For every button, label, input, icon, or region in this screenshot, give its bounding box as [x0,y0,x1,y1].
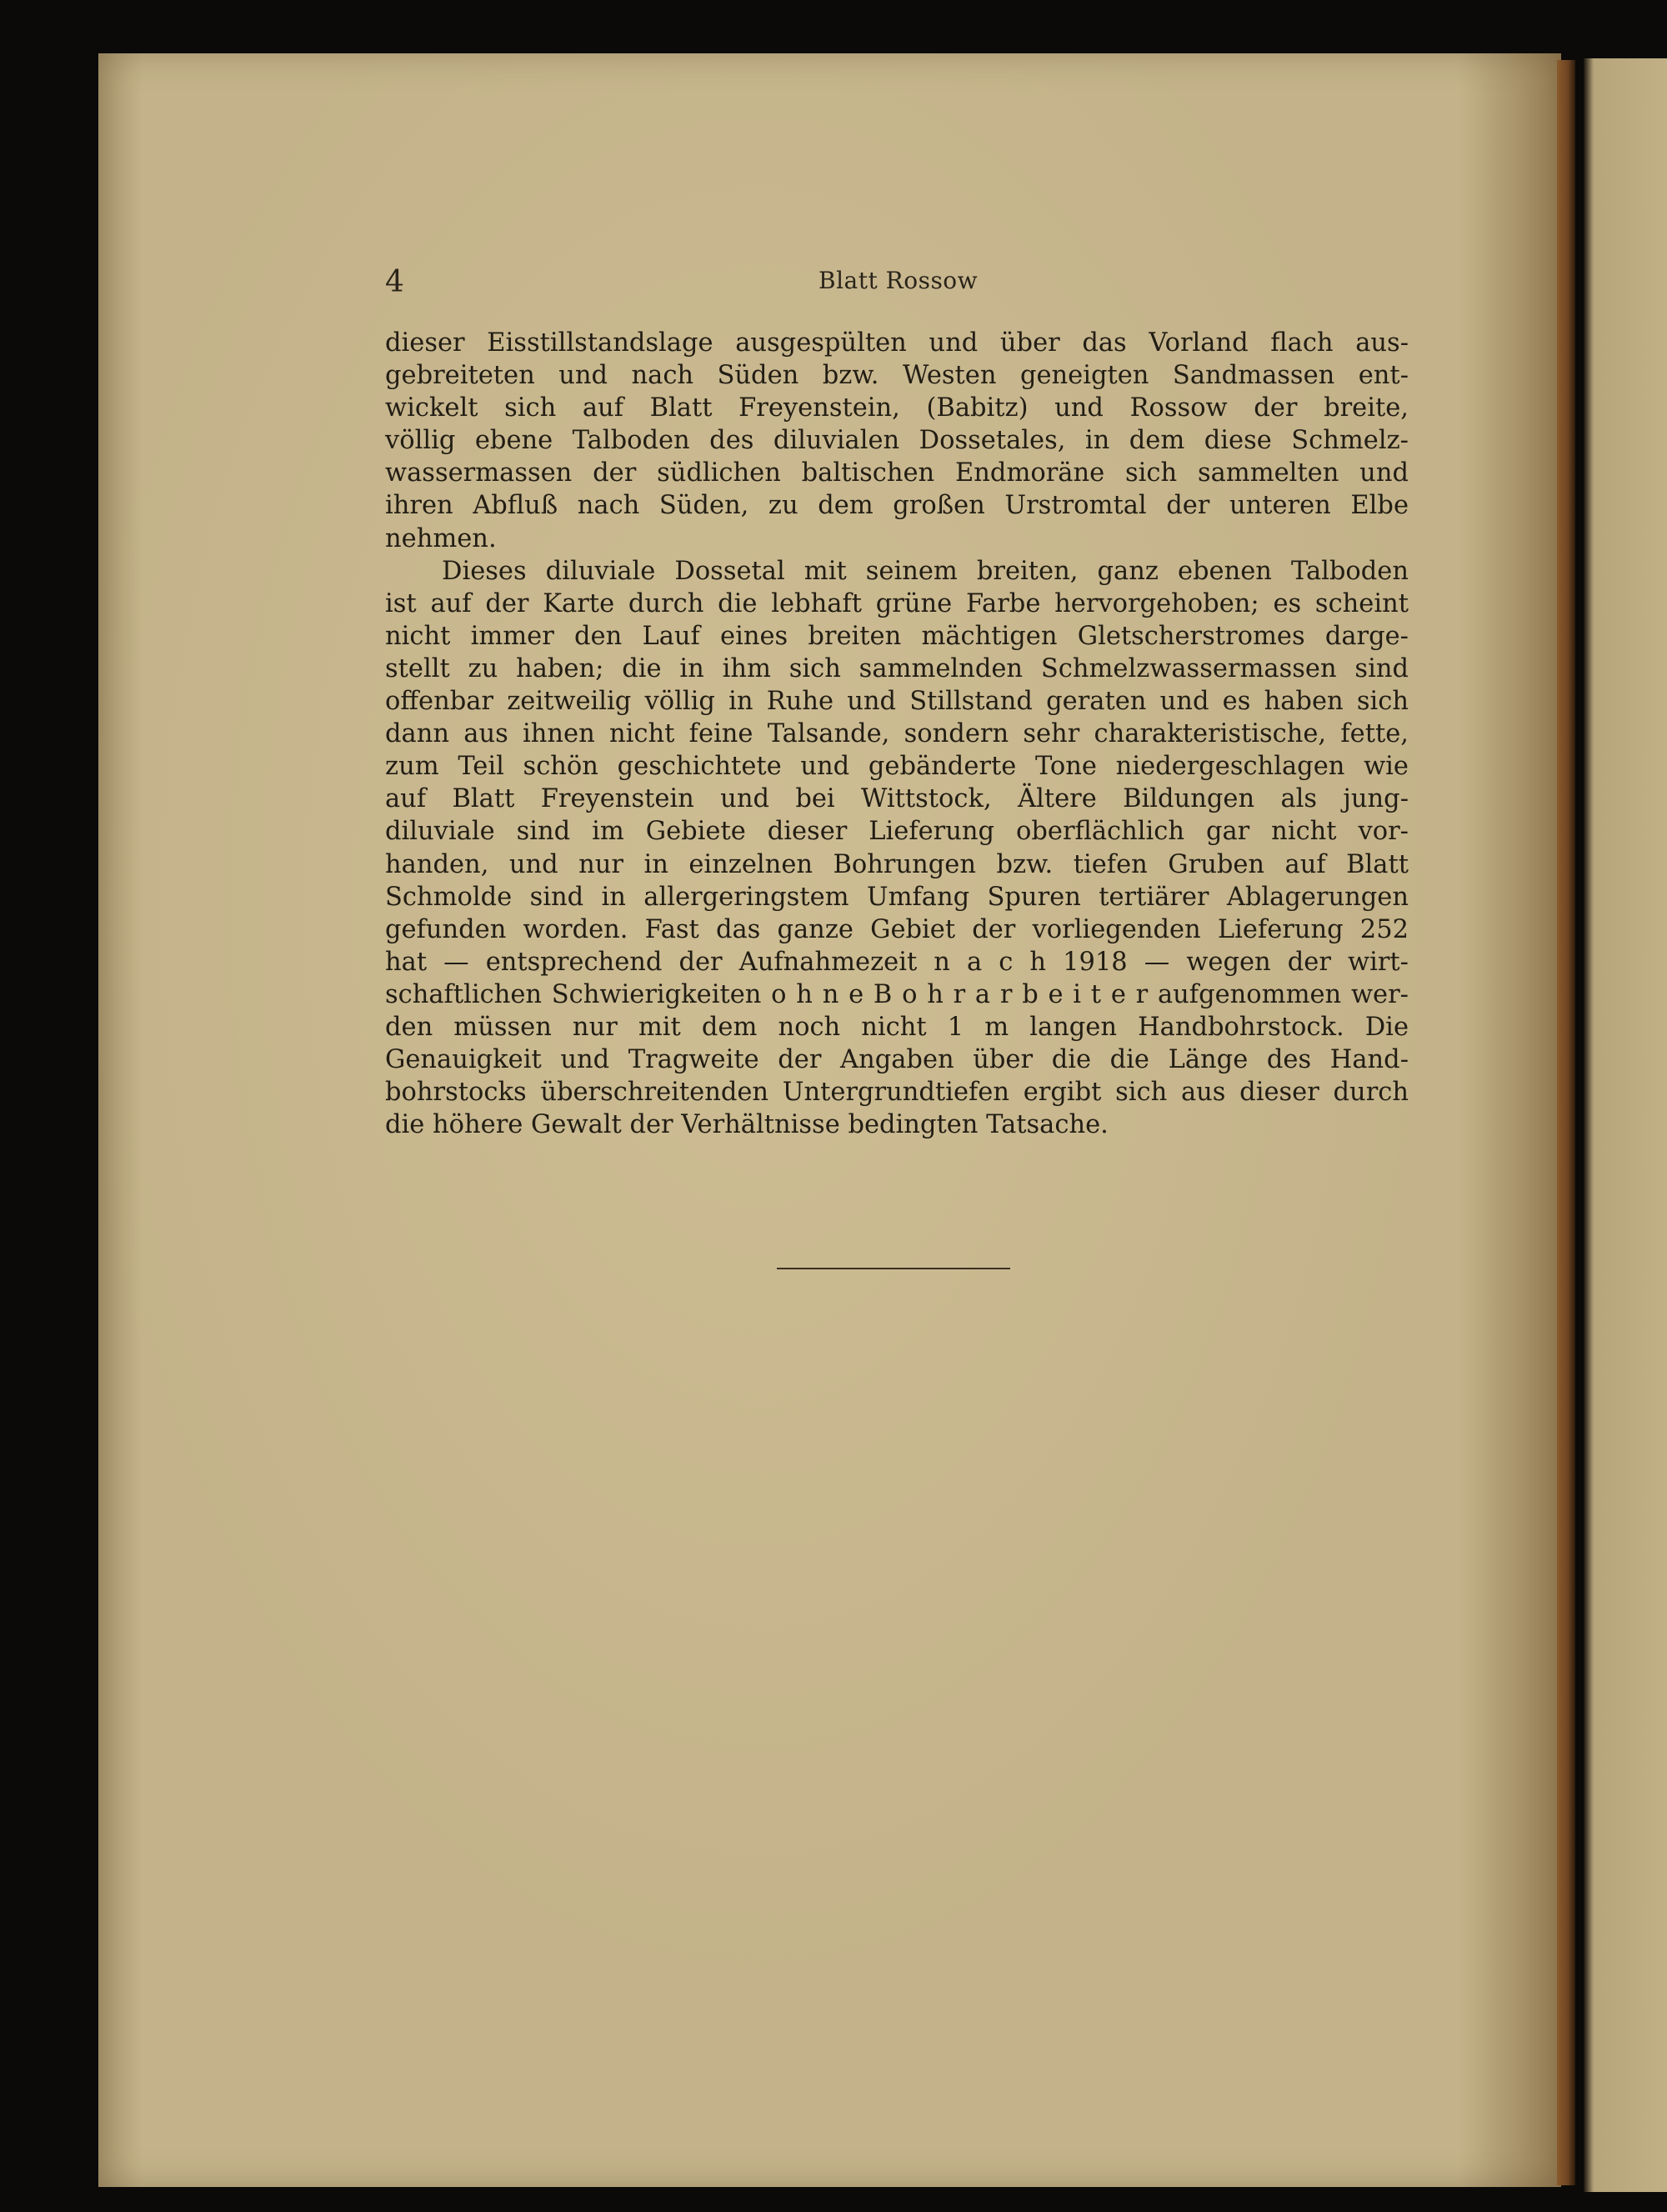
text-line: nehmen. [385,523,497,553]
text-line: zum Teil schön geschichtete und gebänderte Tone niedergeschlagen wie [385,752,1409,782]
text-line: ihren Abfluß nach Süden, zu dem großen Urstromtal der unteren Elbe [385,491,1409,521]
end-rule-divider [777,1268,1010,1269]
text-line: nicht immer den Lauf eines breiten mächtigen Gletscherstromes darge- [385,621,1409,651]
text-line: wickelt sich auf Blatt Freyenstein, (Babitz) und Rossow der breite, [385,393,1409,423]
text-line: Genauigkeit und Tragweite der Angaben über die die Länge des Hand- [385,1045,1409,1075]
text-line: handen, und nur in einzelnen Bohrungen bzw. tiefen Gruben auf Blatt [385,849,1409,879]
text-line: gebreiteten und nach Süden bzw. Westen geneigten Sandmassen ent- [385,361,1409,391]
page-spine-edge [1557,60,1575,2185]
paragraph-1 [385,327,1409,555]
text-line: Dieses diluviale Dossetal mit seinem breiten, ganz ebenen Talboden [442,556,1409,586]
facing-page-edge [1584,58,1667,2192]
text-line: diluviale sind im Gebiete dieser Lieferung oberflächlich gar nicht vor- [385,817,1409,847]
text-line: die höhere Gewalt der Verhältnisse bedingten Tatsache. [385,1110,1109,1140]
page-number: 4 [385,265,404,299]
text-line: auf Blatt Freyenstein und bei Wittstock, Ältere Bildungen als jung- [385,784,1409,814]
page-header [385,262,1409,303]
text-line: hat — entsprechend der Aufnahmezeit n a c h 1918 — wegen der wirt- [385,947,1409,977]
text-line: gefunden worden. Fast das ganze Gebiet der vorliegenden Lieferung 252 [385,914,1409,944]
text-line: den müssen nur mit dem noch nicht 1 m langen Handbohrstock. Die [385,1012,1409,1042]
text-line: völlig ebene Talboden des diluvialen Dossetales, in dem diese Schmelz- [385,426,1409,456]
running-head: Blatt Rossow [818,267,979,294]
paragraph-2 [385,555,1409,1142]
text-line: wassermassen der südlichen baltischen Endmoräne sich sammelten und [385,458,1409,488]
text-line: offenbar zeitweilig völlig in Ruhe und Stillstand geraten und es haben sich [385,687,1409,717]
text-line: bohrstocks überschreitenden Untergrundtiefen ergibt sich aus dieser durch [385,1078,1409,1108]
body-text [385,327,1409,1141]
text-line: schaftlichen Schwierigkeiten o h n e B o h r a r b e i t e r aufgenommen wer- [385,979,1409,1009]
text-line: stellt zu haben; die in ihm sich sammelnden Schmelzwassermassen sind [385,653,1409,683]
text-line: ist auf der Karte durch die lebhaft grüne Farbe hervorgehoben; es scheint [385,588,1409,618]
text-line: dieser Eisstillstandslage ausgespülten und über das Vorland flach aus- [385,328,1409,358]
text-line: dann aus ihnen nicht feine Talsande, sondern sehr charakteristische, fette, [385,719,1409,749]
text-line: Schmolde sind in allergeringstem Umfang Spuren tertiärer Ablagerungen [385,882,1409,912]
